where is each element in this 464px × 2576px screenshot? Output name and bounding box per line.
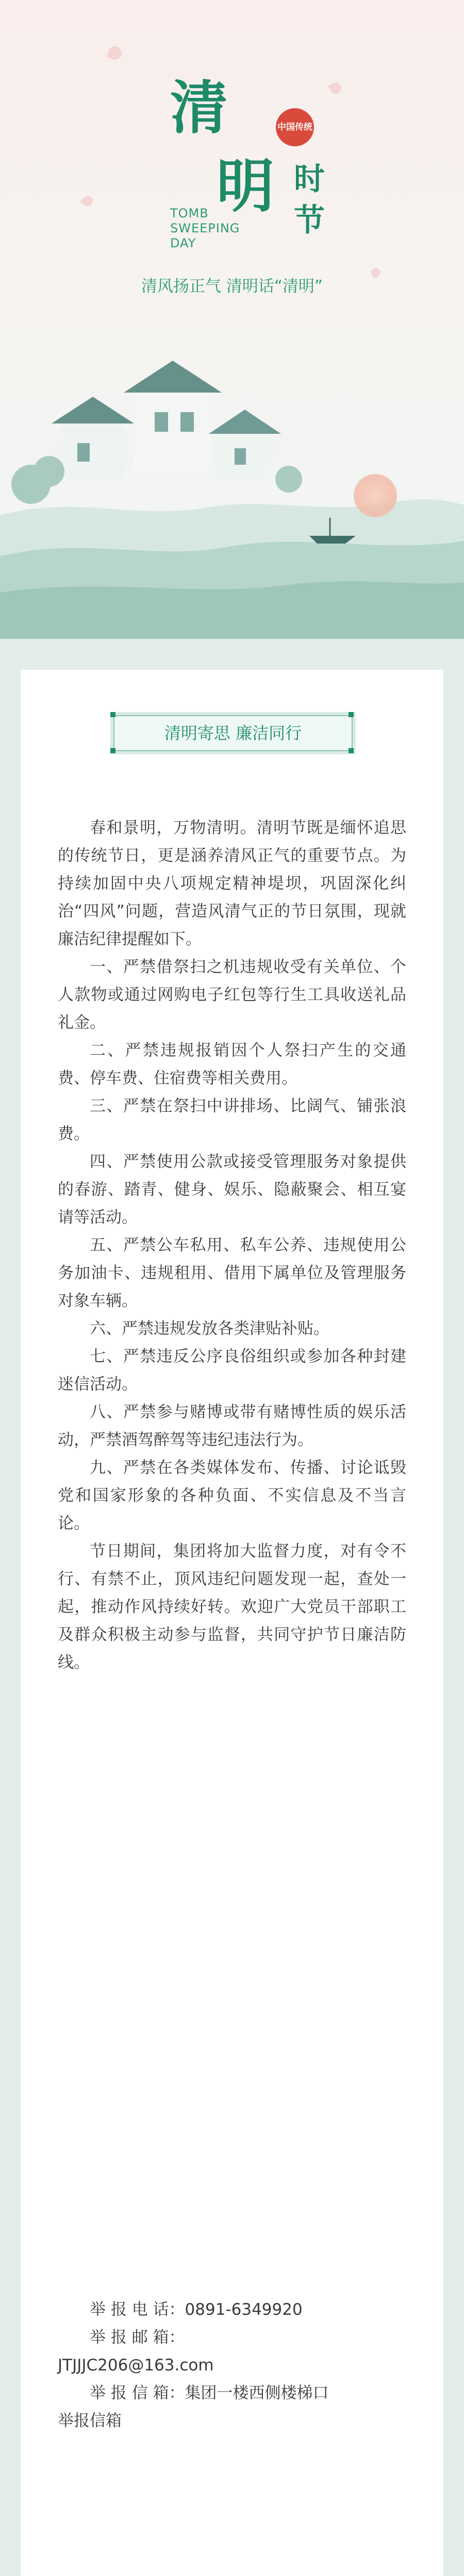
article-paragraph: 一、严禁借祭扫之机违规收受有关单位、个人款物或通过网购电子红包等行生工具收送礼品礼金。 — [58, 958, 406, 1032]
report-email[interactable]: JTJJJC206@163.com — [58, 2356, 214, 2375]
english-title: TOMB SWEEPING DAY — [170, 206, 240, 250]
landscape-illustration — [0, 0, 464, 639]
article-body — [58, 814, 406, 1676]
article-paragraph: 节日期间，集团将加大监督力度，对有令不行、有禁不止，顶风违纪问题发现一起，查处一起，推动作风持续好转。欢迎广大党员干部职工及群众积极主动参与监督，共同守护节日廉洁防线。 — [58, 1542, 406, 1672]
article-paragraph: 四、严禁使用公款或接受管理服务对象提供的春游、踏青、健身、娱乐、隐蔽聚会、相互宴请等活动。 — [58, 1153, 406, 1227]
hero-title-char: 清 — [170, 75, 228, 142]
hero-title-char: 节 — [294, 202, 325, 239]
banner-corner — [349, 712, 354, 717]
house-icon — [52, 361, 281, 479]
article-paragraph: 六、严禁违规发放各类津贴补贴。 — [90, 1319, 329, 1338]
banner-corner — [110, 712, 115, 717]
sun-shape — [354, 474, 397, 517]
report-phone: 举 报 电 话：0891-6349920 — [90, 2300, 303, 2319]
banner-text: 清明寄思 廉洁同行 — [164, 723, 302, 743]
banner-corner — [349, 748, 354, 753]
article-paragraph: 五、严禁公车私用、私车公养、违规使用公务加油卡、违规租用、借用下属单位及管理服务对象车辆。 — [58, 1236, 406, 1310]
hero-title-char: 时 — [294, 161, 325, 197]
section-banner — [113, 715, 353, 751]
article-paragraph: 春和景明，万物清明。清明节既是缅怀追思的传统节日，更是涵养清风正气的重要节点。为持续加固中央八项规定精神堤坝，巩固深化纠治“四风”问题，营造风清气正的节日氛围，现就廉洁纪律提醒如下。 — [58, 819, 406, 948]
report-box: 举 报 信 箱：集团一楼西侧楼梯口 — [90, 2384, 329, 2402]
hero-title-char: 明 — [217, 153, 274, 220]
hero-slogan: 清风扬正气 清明话“清明” — [141, 277, 323, 296]
hero-banner — [0, 0, 464, 639]
article-paragraph: 八、严禁参与赌博或带有赌博性质的娱乐活动，严禁酒驾醉驾等违纪违法行为。 — [58, 1403, 406, 1449]
article-paragraph: 七、严禁违反公序良俗组织或参加各种封建迷信活动。 — [58, 1347, 406, 1394]
seal-badge: 中国传统 — [276, 108, 314, 146]
article-paragraph: 三、严禁在祭扫中讲排场、比阔气、铺张浪费。 — [58, 1097, 406, 1143]
article-paragraph: 二、严禁违规报销因个人祭扫产生的交通费、停车费、住宿费等相关费用。 — [58, 1041, 406, 1088]
report-email-label: 举 报 邮 箱： — [90, 2328, 185, 2347]
report-contacts — [58, 2296, 406, 2435]
report-box-cont: 举报信箱 — [58, 2412, 122, 2430]
article-paragraph: 九、严禁在各类媒体发布、传播、讨论诋毁党和国家形象的各种负面、不实信息及不当言论。 — [58, 1459, 406, 1533]
banner-corner — [110, 748, 115, 753]
